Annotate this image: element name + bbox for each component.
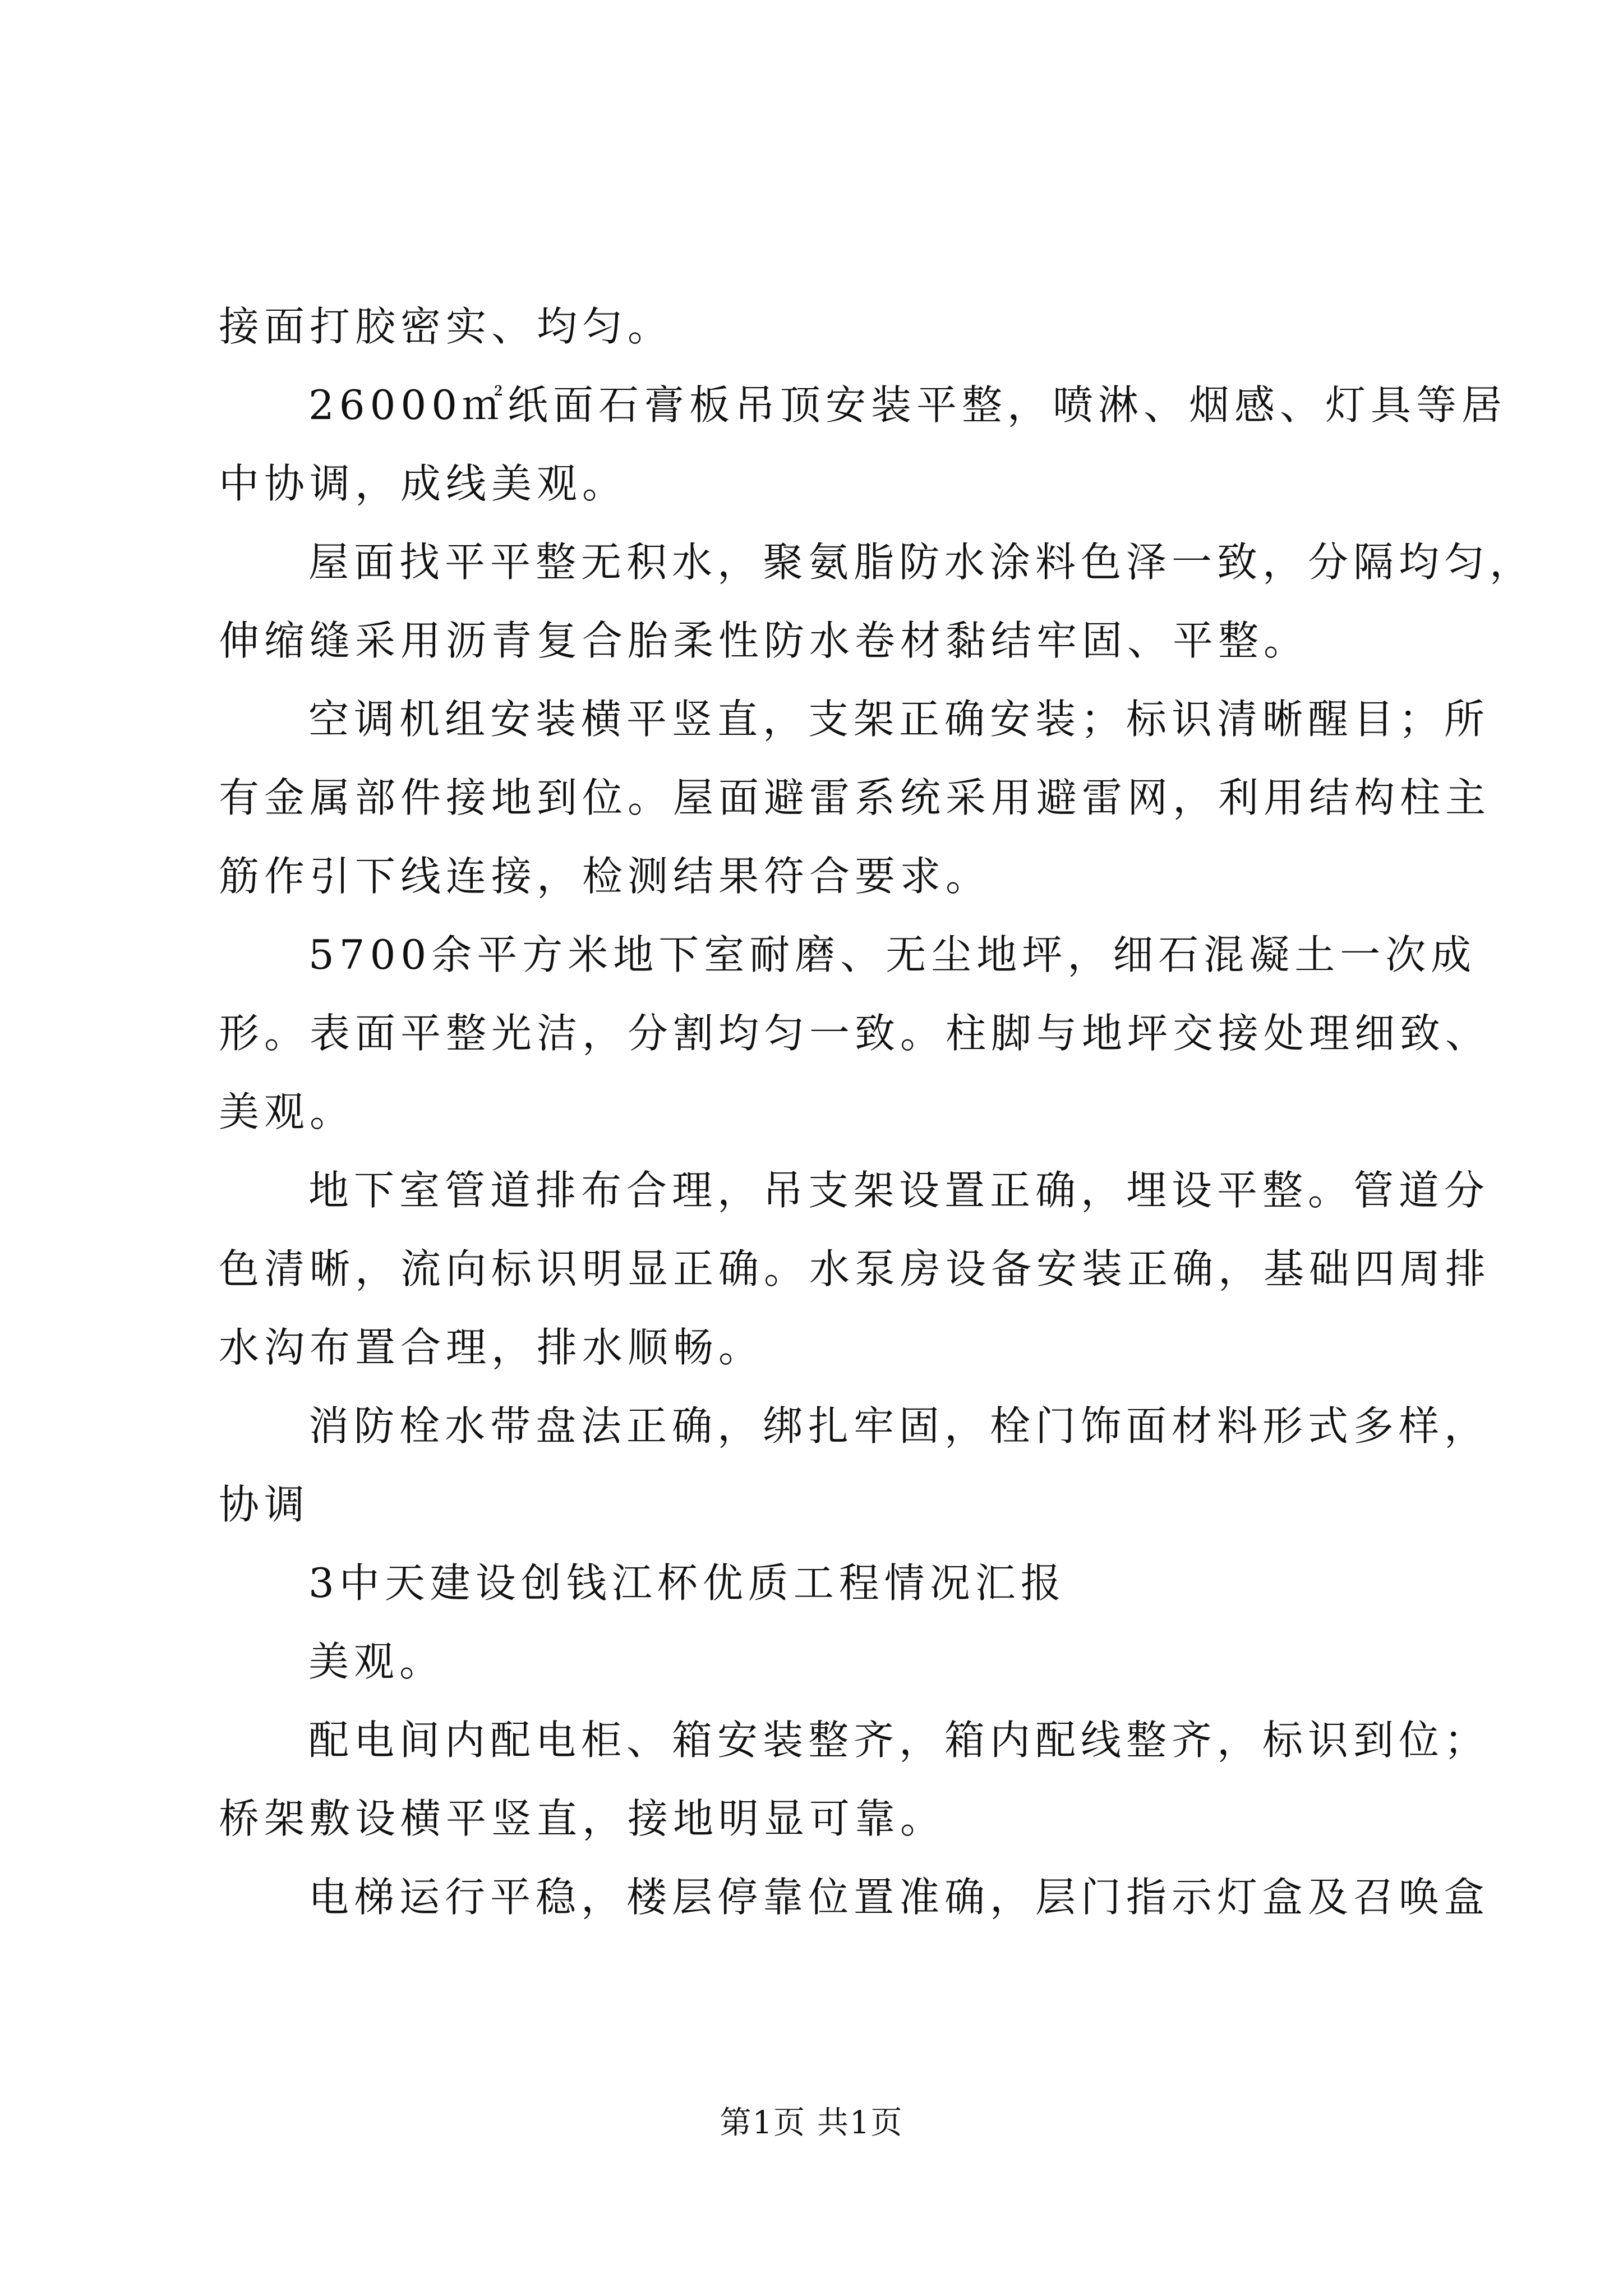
text-line: 空调机组安装横平竖直，支架正确安装；标识清晰醒目；所 — [308, 696, 1490, 743]
text-line: 伸缩缝采用沥青复合胎柔性防水卷材黏结牢固、平整。 — [219, 617, 1310, 664]
text-line: 水沟布置合理，排水顺畅。 — [219, 1324, 764, 1371]
text-line: 形。表面平整光洁，分割均匀一致。柱脚与地坪交接处理细致、 — [219, 1010, 1491, 1057]
text-line: 地下室管道排布合理，吊支架设置正确，埋设平整。管道分 — [308, 1167, 1490, 1214]
text-line: 美观。 — [219, 1088, 356, 1135]
text-line: 美观。 — [308, 1638, 445, 1685]
text-line: 26000㎡纸面石膏板吊顶安装平整，喷淋、烟感、灯具等居 — [308, 381, 1507, 429]
text-line: 中协调，成线美观。 — [219, 460, 628, 507]
text-line: 协调 — [219, 1481, 310, 1528]
text-line: 消防栓水带盘法正确，绑扎牢固，栓门饰面材料形式多样， — [308, 1402, 1490, 1450]
document-body — [219, 287, 1536, 1936]
page-footer — [0, 2101, 1623, 2146]
text-line: 电梯运行平稳，楼层停靠位置准确，层门指示灯盒及召唤盒 — [308, 1874, 1490, 1921]
text-line: 筋作引下线连接，检测结果符合要求。 — [219, 853, 992, 900]
text-line: 5700余平方米地下室耐磨、无尘地坪，细石混凝土一次成 — [308, 931, 1477, 978]
text-line: 3中天建设创钱江杯优质工程情况汇报 — [308, 1559, 1066, 1607]
text-line: 桥架敷设横平竖直，接地明显可靠。 — [219, 1795, 946, 1842]
text-line: 色清晰，流向标识明显正确。水泵房设备安装正确，基础四周排 — [219, 1245, 1491, 1292]
text-line: 有金属部件接地到位。屋面避雷系统采用避雷网，利用结构柱主 — [219, 774, 1491, 821]
text-line: 配电间内配电柜、箱安装整齐，箱内配线整齐，标识到位； — [308, 1717, 1490, 1764]
text-line: 屋面找平平整无积水，聚氨脂防水涂料色泽一致，分隔均匀， — [308, 539, 1536, 586]
text-line: 接面打胶密实、均匀。 — [219, 303, 674, 350]
page-number: 第1页 共1页 — [720, 2105, 903, 2141]
